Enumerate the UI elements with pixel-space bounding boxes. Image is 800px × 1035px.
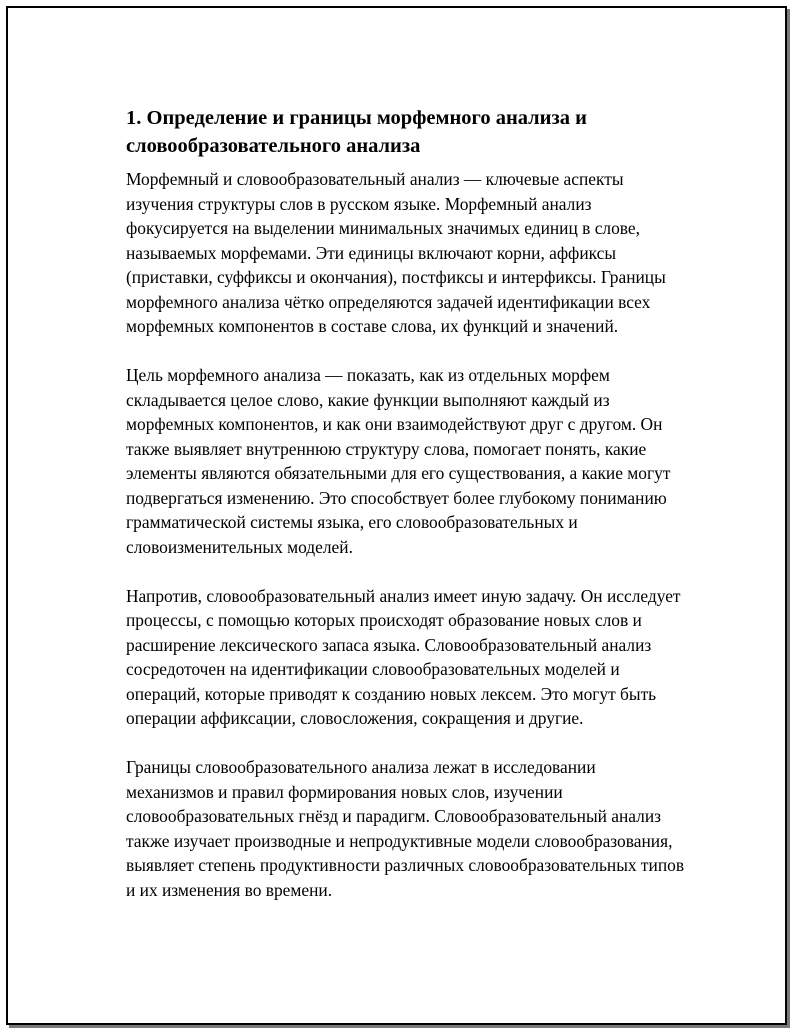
paragraph-spacer — [126, 339, 686, 364]
paragraph-4: Границы словообразовательного анализа лежат в исследовании механизмов и правил формирования новых слов, изучении словообразовательных гнёзд и парадигм. Словообразовательный анализ также изучает производные и непродуктивные модели словообразования, выявляет степень продуктивности различных словообразовательных типов и их изменения во времени. — [126, 757, 685, 900]
paragraph-3: Напротив, словообразовательный анализ имеет иную задачу. Он исследует процессы, с помощью которых происходят образование новых слов и расширение лексического запаса языка. Словообразовательный анализ сосредоточен на идентификации словообразовательных моделей и операций, которые приводят к созданию новых лексем. Это могут быть операции аффиксации, словосложения, сокращения и другие. — [126, 585, 681, 728]
heading-spacer — [126, 160, 686, 167]
page-frame — [6, 6, 787, 1025]
document-body — [126, 104, 686, 902]
paragraph-1: Морфемный и словообразовательный анализ — ключевые аспекты изучения структуры слов в русском языке. Морфемный анализ фокусируется на выделении минимальных значимых единиц в слове, называемых морфемами. Эти единицы включают корни, аффиксы (приставки, суффиксы и окончания), постфиксы и интерфиксы. Границы морфемного анализа чётко определяются задачей идентификации всех морфемных компонентов в составе слова, их функций и значений. — [126, 169, 666, 336]
paragraph-spacer — [126, 731, 686, 756]
paragraph-spacer — [126, 559, 686, 584]
paragraph-2: Цель морфемного анализа — показать, как из отдельных морфем складывается целое слово, какие функции выполняют каждый из морфемных компонентов, и как они взаимодействуют друг с другом. Он также выявляет внутреннюю структуру слова, помогает понять, какие элементы являются обязательными для его существования, а какие могут подвергаться изменению. Это способствует более глубокому пониманию грамматической системы языка, его словообразовательных и словоизменительных моделей. — [126, 365, 671, 557]
section-heading: 1. Определение и границы морфемного анализа и словообразовательного анализа — [126, 107, 587, 157]
